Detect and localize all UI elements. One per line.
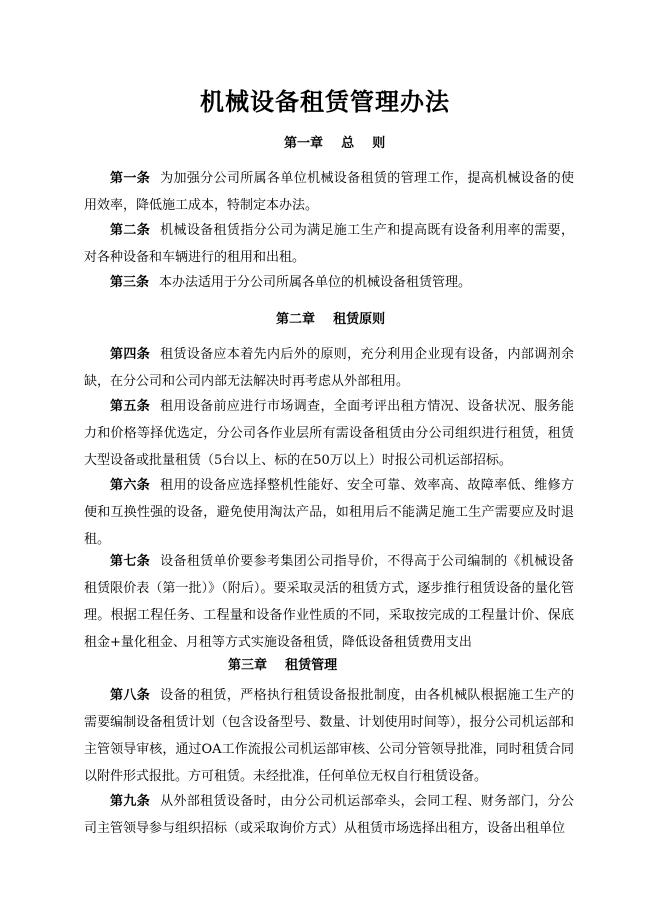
chapter-2-heading: 第二章 租赁原则: [276, 312, 386, 327]
article-number: 第二条: [110, 223, 151, 238]
article-5: [84, 393, 574, 474]
article-3: [84, 269, 574, 296]
article-number: 第七条: [110, 554, 151, 569]
article-text: 从外部租赁设备时，由分公司机运部牵头，会同工程、财务部门，分公司主管领导参与组织招标（或采取询价方式）从租赁市场选择出租方，设备出租单位: [84, 794, 574, 836]
article-4: [84, 341, 574, 395]
article-number: 第三条: [110, 275, 150, 290]
article-6: [84, 472, 574, 553]
article-text: 设备租赁单价要参考集团公司指导价，不得高于公司编制的《机械设备租赁限价表（第一批）》（附后）。要采取灵活的租赁方式，逐步推行租赁设备的量化管理。根据工程任务、工程量和设备作业性质的不同，采取按完成的工程量计价、保底租金+量化租金、月租等方式实施设备租赁，降低设备租赁费用支出: [84, 554, 574, 650]
article-text: 本办法适用于分公司所属各单位的机械设备租赁管理。: [159, 275, 472, 290]
article-1: [84, 165, 574, 219]
article-text: 租赁设备应本着先内后外的原则，充分利用企业现有设备，内部调剂余缺，在分公司和公司内部无法解决时再考虑从外部租用。: [84, 347, 574, 389]
article-number: 第六条: [110, 478, 151, 493]
article-number: 第八条: [110, 688, 151, 703]
document-title: 机械设备租赁管理办法: [200, 88, 450, 116]
article-text: 租用设备前应进行市场调查，全面考评出租方情况、设备状况、服务能力和价格等择优选定，分公司各作业层所有需设备租赁由分公司组织进行租赁，租赁大型设备或批量租赁（5台以上、标的在50万以上）时报公司机运部招标。: [84, 399, 574, 468]
article-number: 第九条: [110, 794, 151, 809]
article-text: 机械设备租赁指分公司为满足施工生产和提高既有设备利用率的需要，对各种设备和车辆进行的租用和出租。: [84, 223, 574, 265]
article-8: [84, 682, 574, 790]
chapter-1-heading: 第一章 总 则: [284, 136, 386, 151]
article-number: 第一条: [110, 171, 151, 186]
article-2: [84, 217, 574, 271]
article-text: 为加强分公司所属各单位机械设备租赁的管理工作，提高机械设备的使用效率，降低施工成本，特制定本办法。: [84, 171, 574, 213]
article-text: 设备的租赁，严格执行租赁设备报批制度，由各机械队根据施工生产的需要编制设备租赁计划（包含设备型号、数量、计划使用时间等），报分公司机运部和主管领导审核，通过OA工作流报公司机运部审核、公司分管领导批准，同时租赁合同以附件形式报批。方可租赁。未经批准，任何单位无权自行租赁设备。: [84, 688, 574, 784]
article-number: 第五条: [110, 399, 151, 414]
article-text: 租用的设备应选择整机性能好、安全可靠、效率高、故障率低、维修方便和互换性强的设备，避免使用淘汰产品，如租用后不能满足施工生产需要应及时退租。: [84, 478, 574, 547]
article-7: [84, 548, 574, 656]
article-9: [84, 788, 574, 842]
article-number: 第四条: [110, 347, 151, 362]
chapter-3-heading: 第三章 租赁管理: [228, 658, 338, 673]
